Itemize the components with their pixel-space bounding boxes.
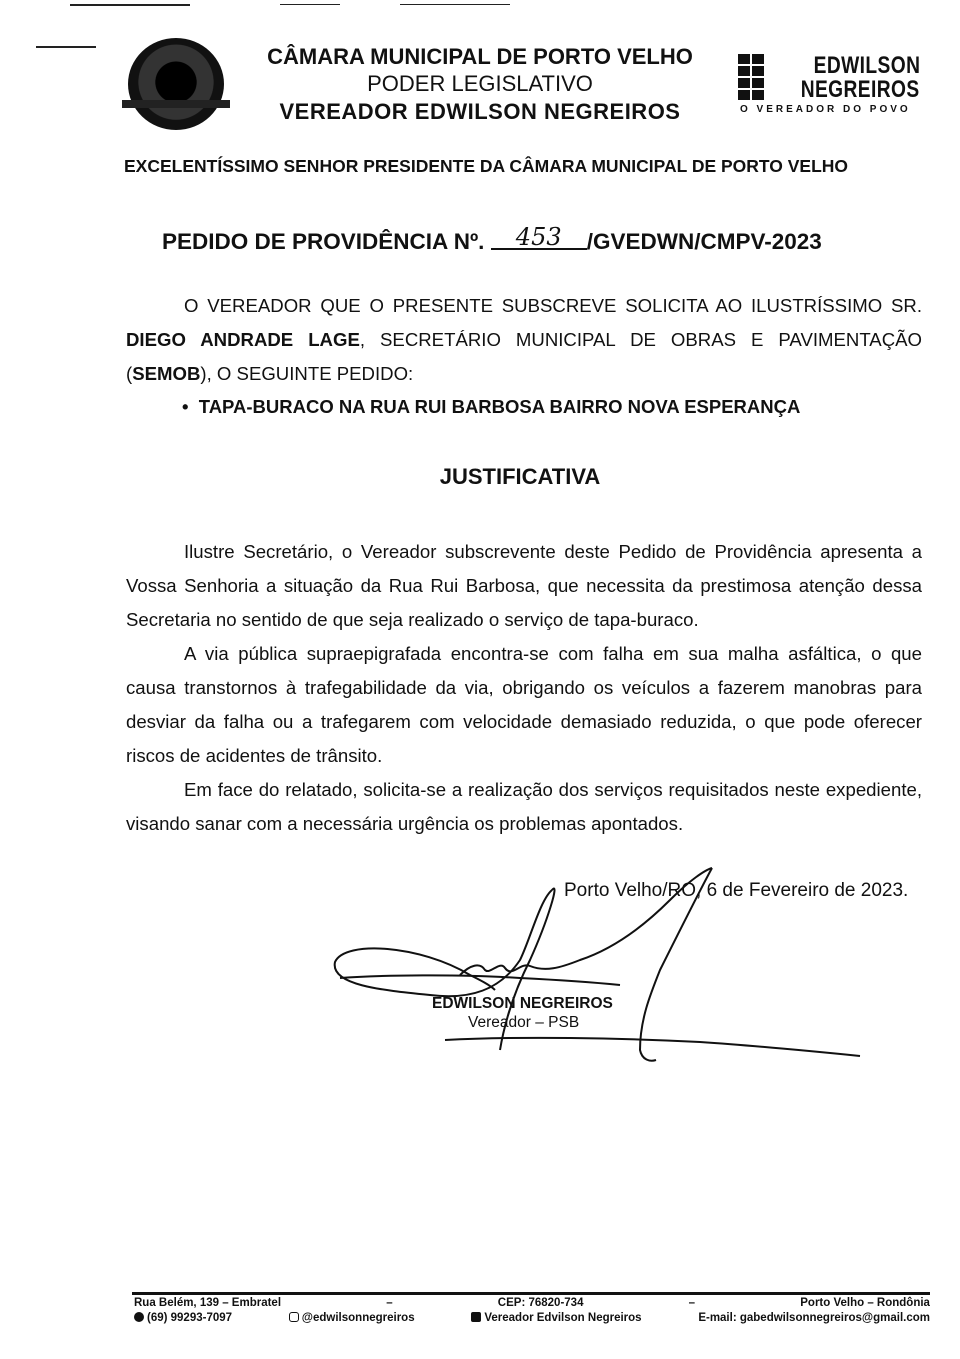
footer-email[interactable]: E-mail: gabedwilsonnegreiros@gmail.com: [698, 1312, 930, 1324]
footer-facebook-text: Vereador Edvilson Negreiros: [484, 1312, 642, 1324]
document-title: [162, 223, 822, 255]
title-prefix: PEDIDO DE PROVIDÊNCIA Nº.: [162, 229, 485, 254]
footer-separator: –: [688, 1297, 696, 1309]
footer-contact-row: [134, 1312, 930, 1324]
footer-address: Rua Belém, 139 – Embratel: [134, 1297, 282, 1309]
request-text-1: O VEREADOR QUE O PRESENTE SUBSCREVE SOLICITA AO ILUSTRÍSSIMO SR.: [184, 295, 922, 316]
request-item: [182, 396, 800, 418]
whatsapp-icon: [134, 1312, 144, 1322]
logo-name-last: NEGREIROS: [801, 76, 920, 103]
justification-paragraph: Ilustre Secretário, o Vereador subscrevente deste Pedido de Providência apresenta a Vossa Senhoria a situação da Rua Rui Barbosa, que necessita da prestimosa atenção dessa Secretaria no sentido de que seja realizado o serviço de tapa-buraco.: [126, 541, 922, 630]
footer-address-row: [134, 1297, 930, 1309]
letterhead-chamber: CÂMARA MUNICIPAL DE PORTO VELHO: [267, 44, 693, 69]
letterhead-branch: PODER LEGISLATIVO: [367, 71, 593, 96]
request-paragraph: [126, 289, 922, 391]
letterhead-councilor: VEREADOR EDWILSON NEGREIROS: [279, 99, 681, 124]
footer-facebook[interactable]: [471, 1312, 641, 1324]
scan-artifact: [280, 4, 340, 5]
date-line: Porto Velho/RO, 6 de Fevereiro de 2023.: [564, 880, 909, 901]
scan-artifact: [36, 46, 96, 48]
addressee-line: EXCELENTÍSSIMO SENHOR PRESIDENTE DA CÂMARA MUNICIPAL DE PORTO VELHO: [124, 156, 849, 176]
signer-role: Vereador – PSB: [468, 1014, 580, 1031]
seal-ribbon: [122, 100, 230, 108]
instagram-icon: [289, 1312, 299, 1322]
footer-instagram-text: @edwilsonnegreiros: [301, 1312, 415, 1324]
municipal-seal-logo: [128, 38, 224, 130]
org-acronym: SEMOB: [132, 363, 201, 384]
logo-name-first: EDWILSON: [813, 52, 920, 79]
logo-mark-icon: [738, 54, 764, 100]
title-suffix: /GVEDWN/CMPV-2023: [586, 229, 822, 254]
footer-city: Porto Velho – Rondônia: [800, 1297, 930, 1309]
footer-phone-text: (69) 99293-7097: [147, 1312, 233, 1324]
footer-instagram[interactable]: [289, 1312, 415, 1324]
signer-name: EDWILSON NEGREIROS: [432, 995, 613, 1012]
facebook-icon: [471, 1312, 481, 1322]
footer-separator: –: [386, 1297, 393, 1309]
scan-artifact: [70, 4, 190, 6]
logo-tagline: O VEREADOR DO POVO: [740, 104, 911, 115]
scan-artifact: [400, 4, 510, 5]
footer-phone: [134, 1312, 232, 1324]
secretary-name: DIEGO ANDRADE LAGE: [126, 329, 360, 350]
justification-paragraph: Em face do relatado, solicita-se a realização dos serviços requisitados neste expediente, visando sanar com a necessária urgência os problemas apontados.: [126, 779, 922, 834]
justification-heading: JUSTIFICATIVA: [439, 464, 601, 489]
footer-divider: [132, 1292, 930, 1295]
councilor-logo: [738, 52, 928, 122]
request-text-2: , SECRETÁRIO MUNICIPAL DE OBRAS E PAVIMENTAÇÃO (: [126, 329, 922, 384]
justification-paragraph: A via pública supraepigrafada encontra-se com falha em sua malha asfáltica, o que causa transtornos à trafegabilidade da via, obrigando os veículos a fazerem manobras para desviar da falha ou a trafegarem com velocidade demasiado reduzida, o que pode oferecer riscos de acidentes de trânsito.: [126, 643, 922, 766]
request-text-3: ), O SEGUINTE PEDIDO:: [200, 363, 414, 384]
handwritten-number: 453: [491, 226, 587, 250]
bullet-icon: •: [182, 396, 199, 417]
request-item-text: TAPA-BURACO NA RUA RUI BARBOSA BAIRRO NOVA ESPERANÇA: [198, 396, 801, 417]
footer-cep: CEP: 76820-734: [497, 1297, 584, 1309]
